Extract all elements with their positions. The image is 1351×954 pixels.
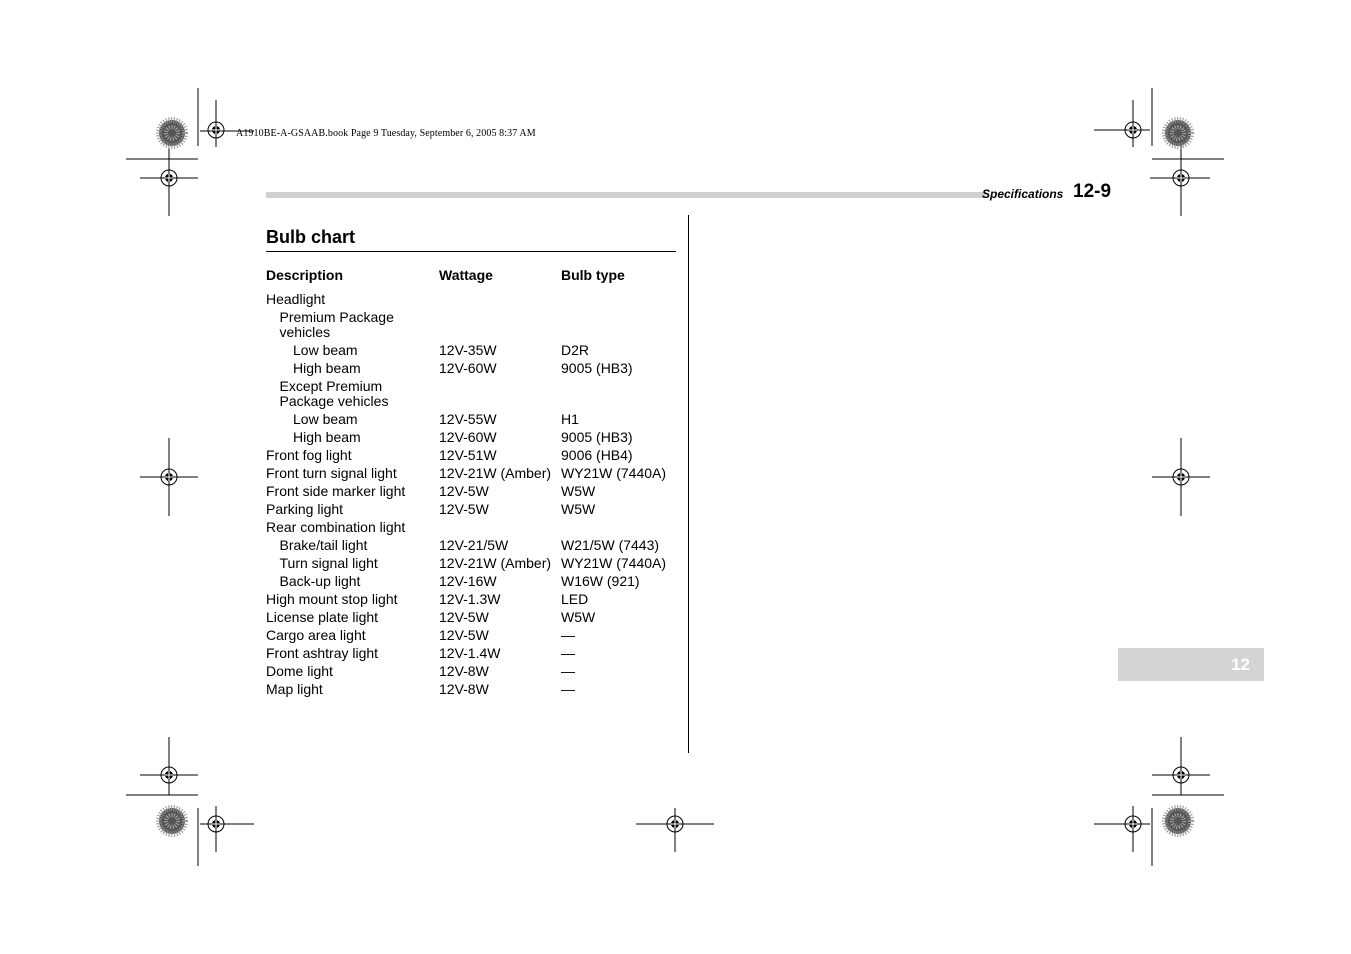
row-description: High beam xyxy=(293,428,361,445)
row-wattage: 12V-5W xyxy=(439,482,489,499)
row-description: Rear combination light xyxy=(266,518,406,535)
table-row xyxy=(266,464,686,482)
table-row xyxy=(266,308,686,341)
row-bulb-type: — xyxy=(561,662,575,679)
row-description: Back-up light xyxy=(279,572,361,589)
row-bulb-type: W5W xyxy=(561,500,596,517)
row-description: Brake/tail light xyxy=(279,536,368,553)
row-bulb-type: WY21W (7440A) xyxy=(561,464,667,481)
row-wattage: 12V-51W xyxy=(439,446,497,463)
table-row xyxy=(266,518,686,536)
table-row xyxy=(266,644,686,662)
row-bulb-type: — xyxy=(561,626,575,643)
row-description: Front side marker light xyxy=(266,482,406,499)
row-bulb-type: — xyxy=(561,680,575,697)
row-description: Low beam xyxy=(293,341,358,358)
row-description: Premium Package vehicles xyxy=(279,308,394,340)
row-description: High beam xyxy=(293,359,361,376)
table-row xyxy=(266,482,686,500)
table-row xyxy=(266,290,686,308)
column-header-bulb-type: Bulb type xyxy=(561,267,625,283)
row-wattage: 12V-5W xyxy=(439,500,489,517)
row-description: Headlight xyxy=(266,290,326,307)
section-title: Specifications xyxy=(982,187,1064,201)
row-wattage: 12V-16W xyxy=(439,572,497,589)
row-description: Front ashtray light xyxy=(266,644,379,661)
row-description: Front turn signal light xyxy=(266,464,397,481)
title-rule xyxy=(266,251,676,252)
row-description: Front fog light xyxy=(266,446,352,463)
table-row xyxy=(266,359,686,377)
chapter-tab xyxy=(1118,648,1264,681)
row-wattage: 12V-21W (Amber) xyxy=(439,554,552,571)
table-row xyxy=(266,626,686,644)
table-row xyxy=(266,341,686,359)
row-bulb-type: D2R xyxy=(561,341,590,358)
table-row xyxy=(266,590,686,608)
row-bulb-type: LED xyxy=(561,590,589,607)
column-header-wattage: Wattage xyxy=(439,267,493,283)
table-row xyxy=(266,572,686,590)
row-description: License plate light xyxy=(266,608,379,625)
row-description: Parking light xyxy=(266,500,344,517)
row-bulb-type: WY21W (7440A) xyxy=(561,554,667,571)
row-wattage: 12V-21W (Amber) xyxy=(439,464,552,481)
table-row xyxy=(266,500,686,518)
row-wattage: 12V-60W xyxy=(439,428,497,445)
table-row xyxy=(266,662,686,680)
row-bulb-type: W16W (921) xyxy=(561,572,640,589)
table-row xyxy=(266,680,686,698)
row-wattage: 12V-5W xyxy=(439,626,489,643)
row-description: Turn signal light xyxy=(279,554,378,571)
row-wattage: 12V-8W xyxy=(439,680,489,697)
page-title: Bulb chart xyxy=(266,227,356,247)
row-bulb-type: 9006 (HB4) xyxy=(561,446,633,463)
table-row xyxy=(266,608,686,626)
chapter-tab-number: 12 xyxy=(1231,655,1250,674)
row-bulb-type: H1 xyxy=(561,410,579,427)
print-info: A1910BE-A-GSAAB.book Page 9 Tuesday, September 6, 2005 8:37 AM xyxy=(236,128,536,139)
column-divider xyxy=(688,215,689,753)
row-bulb-type: W5W xyxy=(561,608,596,625)
table-row xyxy=(266,536,686,554)
table-row xyxy=(266,554,686,572)
row-bulb-type: — xyxy=(561,644,575,661)
row-wattage: 12V-60W xyxy=(439,359,497,376)
table-row xyxy=(266,377,686,410)
row-description: Except Premium Package vehicles xyxy=(279,377,389,409)
row-bulb-type: 9005 (HB3) xyxy=(561,359,633,376)
row-description: Low beam xyxy=(293,410,358,427)
row-wattage: 12V-1.4W xyxy=(439,644,501,661)
page-number: 12-9 xyxy=(1073,181,1112,202)
row-bulb-type: 9005 (HB3) xyxy=(561,428,633,445)
row-bulb-type: W5W xyxy=(561,482,596,499)
bulb-table xyxy=(266,290,686,698)
row-description: Map light xyxy=(266,680,323,697)
table-row xyxy=(266,410,686,428)
table-row xyxy=(266,428,686,446)
row-wattage: 12V-55W xyxy=(439,410,497,427)
row-wattage: 12V-5W xyxy=(439,608,489,625)
row-description: Dome light xyxy=(266,662,333,679)
row-wattage: 12V-35W xyxy=(439,341,497,358)
row-wattage: 12V-1.3W xyxy=(439,590,501,607)
row-description: High mount stop light xyxy=(266,590,398,607)
header-bar xyxy=(266,192,986,198)
row-wattage: 12V-21/5W xyxy=(439,536,509,553)
table-row xyxy=(266,446,686,464)
row-description: Cargo area light xyxy=(266,626,366,643)
row-wattage: 12V-8W xyxy=(439,662,489,679)
column-header-description: Description xyxy=(266,267,344,283)
row-bulb-type: W21/5W (7443) xyxy=(561,536,660,553)
